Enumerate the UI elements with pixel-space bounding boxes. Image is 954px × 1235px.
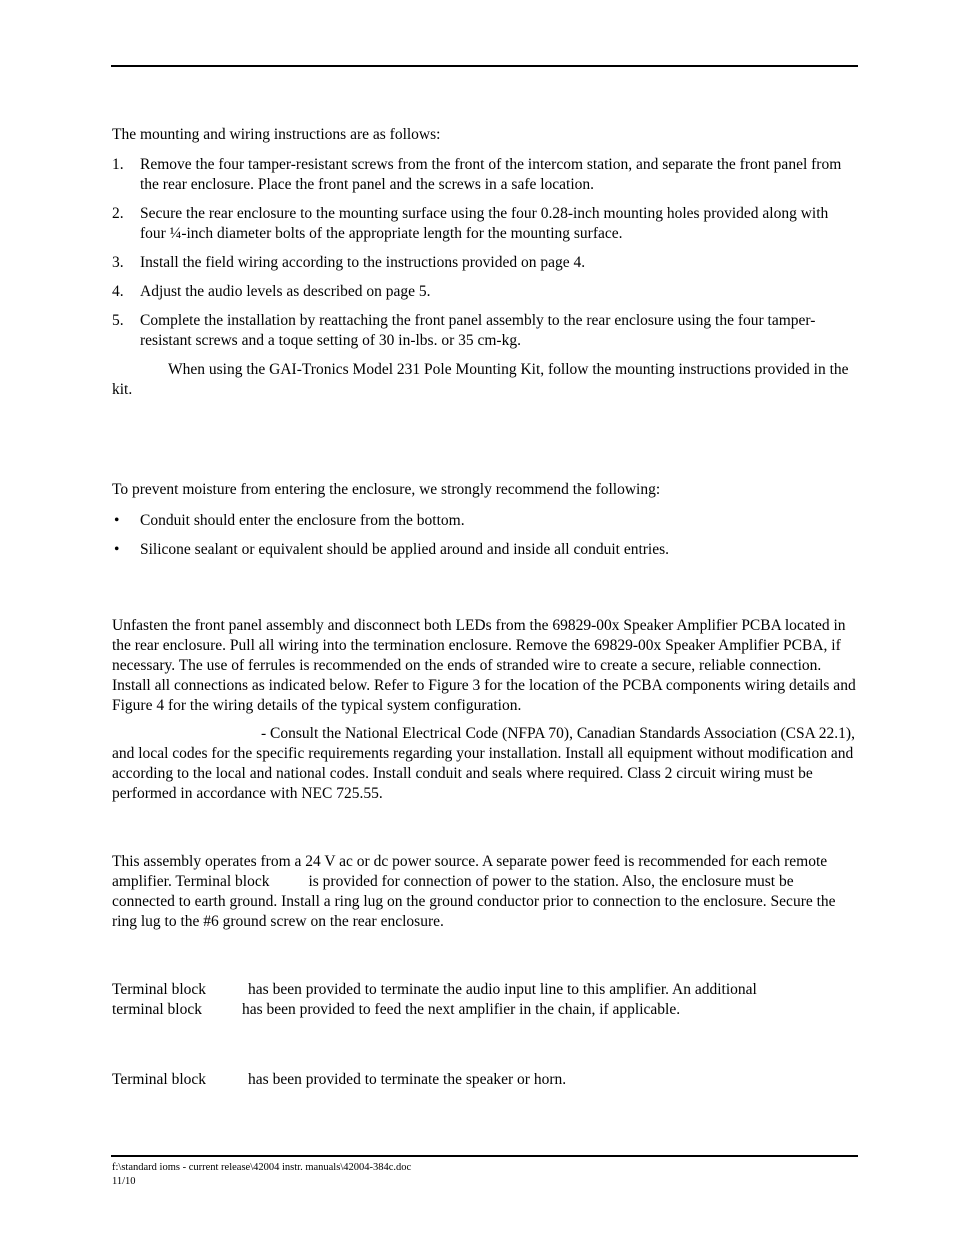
step-number: 4. [112, 283, 124, 300]
footer-file-path: f:\standard ioms - current release\42004 instr. manuals\42004-384c.doc [112, 1162, 412, 1173]
moisture-list [112, 511, 857, 560]
speaker-paragraph [112, 1070, 857, 1090]
step-text: Remove the four tamper-resistant screws from the front of the intercom station, and separate the front panel from the rear enclosure. Place the front panel and the screws in a safe location. [140, 156, 842, 193]
list-item [112, 282, 857, 302]
document-body [112, 125, 857, 1090]
pole-mount-note: When using the GAI-Tronics Model 231 Pole Mounting Kit, follow the mounting instructions provided in the kit. [112, 361, 849, 398]
code-note: - Consult the National Electrical Code (NFPA 70), Canadian Standards Association (CSA 22.1), and local codes for the specific requirements regarding your installation. Install all equipment without modification and according to the local and national codes. Install conduit and seals where required. Class 2 circuit wiring must be performed in accordance with NEC 725.55. [112, 725, 855, 802]
bullet-icon: • [114, 541, 120, 558]
step-text: Install the field wiring according to the instructions provided on page 4. [140, 254, 586, 271]
step-text: Complete the installation by reattaching the front panel assembly to the rear enclosure using the four tamper-resistant screws and a toque setting of 30 in-lbs. or 35 cm-kg. [140, 312, 816, 349]
list-item [112, 204, 857, 244]
power-text-b: is provided for connection of power to the station. Also, the enclosure must be connected to earth ground. Install a ring lug on the ground conductor prior to connection to the enclosure. Secure the ring lug to the #6 ground screw on the rear enclosure. [112, 873, 836, 930]
mounting-intro: The mounting and wiring instructions are as follows: [112, 126, 441, 143]
audio-text-d: has been provided to feed the next amplifier in the chain, if applicable. [241, 1001, 681, 1018]
bullet-icon: • [114, 512, 120, 529]
power-text-a: This assembly operates from a 24 V ac or dc power source. A separate power feed is recommended for each remote amplifier. Terminal block [112, 853, 828, 890]
header-rule [111, 65, 858, 67]
list-item [112, 540, 857, 560]
bullet-text: Conduit should enter the enclosure from the bottom. [140, 512, 465, 529]
step-number: 1. [112, 156, 124, 173]
step-text: Secure the rear enclosure to the mounting surface using the four 0.28-inch mounting holes provided along with four ¼-inch diameter bolts of the appropriate length for the mounting surface. [140, 205, 829, 242]
moisture-intro: To prevent moisture from entering the enclosure, we strongly recommend the following: [112, 481, 661, 498]
footer-date: 11/10 [112, 1176, 136, 1187]
step-number: 2. [112, 205, 124, 222]
document-footer [112, 1161, 411, 1189]
step-number: 5. [112, 312, 124, 329]
speaker-text-b: has been provided to terminate the speaker or horn. [248, 1071, 567, 1088]
power-paragraph [112, 852, 857, 932]
list-item [112, 155, 857, 195]
list-item [112, 311, 857, 351]
audio-text-b: has been provided to terminate the audio input line to this amplifier. An additional [248, 981, 757, 998]
audio-paragraph [112, 980, 857, 1020]
step-number: 3. [112, 254, 124, 271]
mounting-steps [112, 155, 857, 351]
audio-text-c: terminal block [112, 1001, 202, 1018]
list-item [112, 253, 857, 273]
wiring-paragraph: Unfasten the front panel assembly and disconnect both LEDs from the 69829-00x Speaker Amplifier PCBA located in the rear enclosure. Pull all wiring into the termination enclosure. Remove the 69829-00x Speaker Amplifier PCBA, if necessary. The use of ferrules is recommended on the ends of stranded wire to create a secure, reliable connection. Install all connections as indicated below. Refer to Figure 3 for the location of the PCBA components wiring details and Figure 4 for the wiring details of the typical system configuration. [112, 617, 856, 714]
speaker-text-a: Terminal block [112, 1071, 207, 1088]
bullet-text: Silicone sealant or equivalent should be applied around and inside all conduit entries. [140, 541, 670, 558]
footer-rule [111, 1155, 858, 1157]
audio-text-a: Terminal block [112, 981, 207, 998]
step-text: Adjust the audio levels as described on page 5. [140, 283, 431, 300]
list-item [112, 511, 857, 531]
